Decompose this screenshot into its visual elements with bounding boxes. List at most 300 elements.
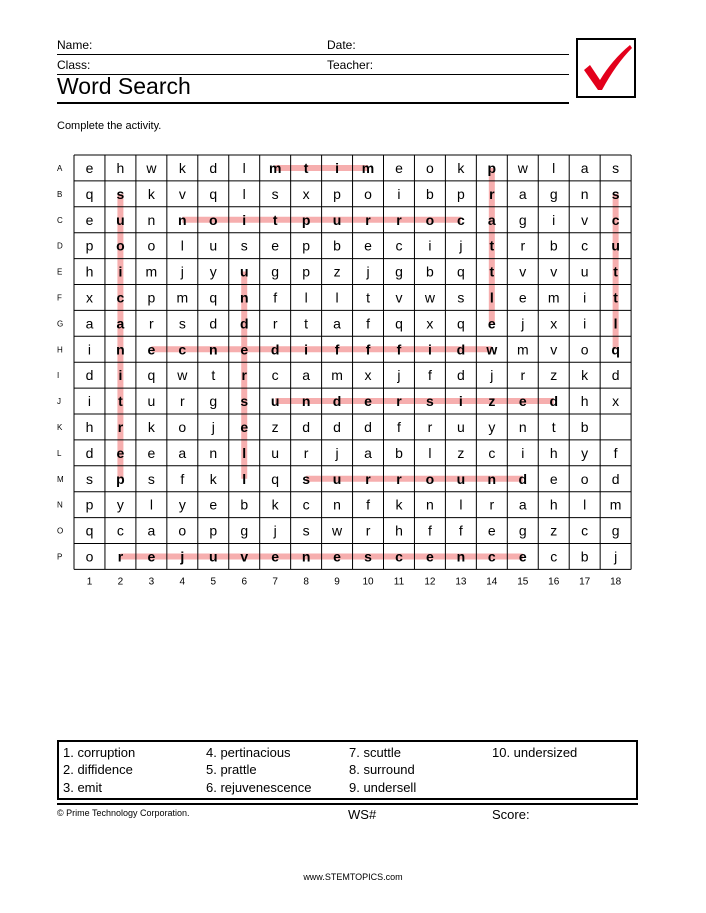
grid-cell-letter: q — [456, 263, 465, 280]
grid-cell-letter: l — [149, 496, 153, 513]
grid-cell-letter: h — [549, 444, 558, 461]
grid-cell-letter: f — [366, 315, 370, 332]
grid-cell-letter: d — [209, 315, 218, 332]
word-list-item: 10. undersized — [492, 745, 578, 760]
grid-cell-letter: a — [487, 211, 496, 228]
grid-cell-letter: q — [395, 315, 403, 332]
grid-cell-letter: c — [581, 237, 589, 254]
grid-cell-letter: e — [209, 496, 218, 513]
grid-cell-letter: q — [85, 522, 94, 539]
grid-cell-letter: e — [240, 418, 249, 435]
word-list-item: 4. pertinacious — [206, 745, 291, 760]
column-label: 14 — [486, 576, 498, 588]
grid-cell-letter: m — [516, 341, 529, 358]
grid-cell-letter: r — [396, 470, 402, 487]
grid-cell-letter: j — [397, 367, 401, 384]
grid-cell-letter: t — [304, 315, 309, 332]
grid-cell-letter: v — [519, 263, 527, 280]
grid-cell-letter: n — [456, 548, 466, 565]
column-label: 17 — [579, 576, 591, 588]
grid-cell-letter: l — [180, 237, 184, 254]
grid-cell-letter: h — [395, 522, 403, 539]
grid-cell-letter: m — [176, 289, 189, 306]
grid-cell-letter: q — [456, 315, 465, 332]
grid-cell-letter: w — [177, 367, 188, 384]
grid-cell-letter: o — [85, 548, 94, 565]
grid-cell-letter: x — [550, 315, 558, 332]
grid-cell-letter: e — [487, 522, 496, 539]
grid-cell-letter: u — [209, 237, 218, 254]
grid-cell-letter: e — [85, 159, 94, 176]
grid-cell-letter: f — [334, 341, 340, 358]
grid-cell-letter: k — [395, 496, 403, 513]
grid-cell-letter: s — [612, 159, 620, 176]
column-label: 10 — [362, 576, 374, 588]
grid-cell-letter: t — [551, 418, 556, 435]
grid-cell-letter: a — [302, 367, 311, 384]
footer-line — [57, 803, 638, 805]
grid-cell-letter: i — [458, 393, 463, 410]
grid-cell-letter: f — [397, 418, 401, 435]
column-label: 4 — [179, 576, 186, 588]
column-label: 1 — [86, 576, 93, 588]
grid-cell-letter: i — [583, 315, 587, 332]
grid-cell-letter: b — [426, 263, 434, 280]
grid-cell-letter: c — [395, 237, 403, 254]
grid-cell-letter: t — [489, 237, 495, 254]
grid-cell-letter: d — [85, 367, 94, 384]
word-list-item: 8. surround — [349, 762, 415, 777]
grid-cell-letter: j — [490, 367, 494, 384]
grid-cell-letter: y — [209, 263, 217, 280]
grid-cell-letter: g — [240, 522, 249, 539]
grid-cell-letter: t — [303, 159, 309, 176]
grid-cell-letter: o — [178, 522, 187, 539]
grid-cell-letter: m — [331, 367, 343, 384]
grid-cell-letter: r — [117, 418, 124, 435]
column-label: 2 — [117, 576, 124, 588]
column-label: 6 — [241, 576, 248, 588]
grid-cell-letter: d — [456, 341, 466, 358]
row-label: E — [57, 267, 63, 277]
grid-cell-letter: p — [85, 237, 94, 254]
class-label: Class: — [57, 58, 91, 72]
grid-cell-letter: r — [365, 470, 371, 487]
grid-cell-letter: i — [397, 185, 401, 202]
grid-cell-letter: s — [457, 289, 465, 306]
grid-cell-letter: a — [178, 444, 187, 461]
grid-cell-letter: a — [147, 522, 156, 539]
grid-cell-letter: j — [273, 522, 277, 539]
grid-cell-letter: l — [304, 289, 308, 306]
grid-cell-letter: b — [580, 418, 589, 435]
grid-cell-letter: m — [145, 263, 158, 280]
row-label: H — [57, 345, 63, 355]
column-label: 9 — [334, 576, 340, 588]
grid-cell-letter: e — [147, 341, 156, 358]
grid-cell-letter: u — [147, 393, 156, 410]
row-label: O — [57, 526, 64, 536]
word-list-item: 7. scuttle — [349, 745, 402, 760]
grid-cell-letter: n — [116, 341, 125, 358]
row-label: A — [57, 163, 63, 173]
grid-cell-letter: i — [118, 263, 123, 280]
grid-cell-letter: e — [364, 237, 372, 254]
grid-cell-letter: f — [366, 496, 370, 513]
grid-cell-letter: u — [456, 418, 465, 435]
grid-cell-letter: q — [611, 341, 620, 358]
grid-cell-letter: u — [270, 393, 280, 410]
grid-cell-letter: p — [302, 263, 311, 280]
grid-cell-letter: i — [118, 367, 123, 384]
word-list-item: 5. prattle — [206, 762, 257, 777]
grid-cell-letter: p — [116, 470, 125, 487]
grid-cell-letter: e — [518, 548, 527, 565]
grid-cell-letter: u — [116, 211, 125, 228]
grid-cell-letter: k — [457, 159, 465, 176]
grid-cell-letter: f — [458, 522, 463, 539]
grid-cell-letter: k — [147, 418, 155, 435]
grid-cell-letter: s — [611, 185, 620, 202]
word-list-item: 6. rejuvenescence — [206, 780, 312, 795]
row-label: K — [57, 422, 63, 432]
grid-cell-letter: h — [85, 263, 94, 280]
row-label: L — [57, 448, 62, 458]
grid-cell-letter: e — [395, 159, 403, 176]
word-list-item: 9. undersell — [349, 780, 417, 795]
grid-cell-letter: q — [209, 289, 218, 306]
grid-cell-letter: e — [147, 444, 156, 461]
grid-cell-letter: c — [550, 548, 558, 565]
row-label: M — [57, 474, 64, 484]
grid-cell-letter: a — [518, 496, 527, 513]
grid-cell-letter: d — [611, 367, 620, 384]
grid-cell-letter: u — [271, 444, 280, 461]
column-label: 18 — [610, 576, 622, 588]
grid-cell-letter: v — [178, 185, 186, 202]
grid-cell-letter: o — [208, 211, 218, 228]
grid-cell-letter: m — [609, 496, 622, 513]
grid-cell-letter: d — [209, 159, 218, 176]
grid-cell-letter: r — [365, 522, 371, 539]
grid-cell-letter: e — [147, 548, 156, 565]
grid-cell-letter: r — [396, 211, 402, 228]
row-label: J — [57, 397, 61, 407]
grid-cell-letter: d — [364, 418, 372, 435]
grid-cell-letter: j — [180, 548, 185, 565]
grid-cell-letter: o — [116, 237, 125, 254]
grid-cell-letter: l — [242, 470, 247, 487]
grid-cell-letter: r — [149, 315, 154, 332]
grid-cell-letter: f — [396, 341, 402, 358]
word-list — [57, 740, 638, 800]
grid-cell-letter: f — [365, 341, 371, 358]
column-label: 5 — [210, 576, 217, 588]
grid-cell-letter: t — [613, 289, 618, 306]
grid-cell-letter: g — [549, 185, 558, 202]
grid-cell-letter: l — [242, 159, 246, 176]
grid-cell-letter: x — [426, 315, 434, 332]
grid-cell-letter: c — [581, 522, 589, 539]
grid-cell-letter: l — [242, 444, 247, 461]
row-label: C — [57, 215, 63, 225]
grid-cell-letter: g — [209, 393, 218, 410]
grid-cell-letter: b — [395, 444, 403, 461]
grid-cell-letter: b — [333, 237, 341, 254]
grid-cell-letter: u — [239, 263, 249, 280]
grid-cell-letter: x — [85, 289, 93, 306]
grid-cell-letter: u — [580, 263, 589, 280]
grid-cell-letter: r — [520, 237, 526, 254]
row-label: D — [57, 241, 63, 251]
grid-cell-letter: g — [518, 522, 527, 539]
grid-cell-letter: b — [549, 237, 558, 254]
word-list-item: 3. emit — [63, 780, 103, 795]
grid-cell-letter: d — [611, 470, 620, 487]
grid-cell-letter: n — [239, 289, 249, 306]
grid-cell-letter: e — [518, 289, 527, 306]
grid-cell-letter: d — [270, 341, 280, 358]
grid-cell-letter: n — [333, 496, 341, 513]
grid-cell-letter: r — [241, 367, 247, 384]
grid-cell-letter: j — [459, 237, 463, 254]
grid-cell-letter: i — [87, 393, 92, 410]
instructions: Complete the activity. — [57, 120, 162, 132]
grid-cell-letter: p — [85, 496, 94, 513]
grid-cell-letter: w — [146, 159, 157, 176]
grid-cell-letter: f — [613, 444, 618, 461]
grid-cell-letter: k — [271, 496, 279, 513]
column-label: 15 — [517, 576, 529, 588]
grid-cell-letter: f — [427, 367, 432, 384]
grid-cell-letter: f — [427, 522, 432, 539]
grid-cell-letter: d — [518, 470, 528, 487]
grid-cell-letter: i — [242, 211, 247, 228]
grid-cell-letter: p — [456, 185, 465, 202]
grid-cell-letter: o — [580, 341, 589, 358]
grid-cell-letter: y — [581, 444, 589, 461]
grid-cell-letter: v — [240, 548, 249, 565]
grid-cell-letter: x — [302, 185, 310, 202]
grid-cell-letter: n — [301, 548, 311, 565]
grid-cell-letter: d — [332, 393, 342, 410]
row-label: N — [57, 500, 63, 510]
grid-cell-letter: r — [489, 185, 495, 202]
grid-cell-letter: j — [335, 444, 339, 461]
row-label: G — [57, 319, 64, 329]
grid-cell-letter: r — [520, 367, 526, 384]
grid-cell-letter: d — [302, 418, 311, 435]
grid-cell-letter: o — [580, 470, 589, 487]
grid-cell-letter: v — [550, 341, 558, 358]
grid-cell-letter: v — [581, 211, 589, 228]
grid-cell-letter: p — [301, 211, 311, 228]
grid-cell-letter: j — [614, 548, 618, 565]
grid-cell-letter: q — [85, 185, 94, 202]
grid-cell-letter: e — [240, 341, 249, 358]
grid-cell-letter: o — [425, 470, 435, 487]
grid-cell-letter: g — [395, 263, 403, 280]
grid-cell-letter: s — [240, 393, 249, 410]
grid-cell-letter: q — [147, 367, 156, 384]
grid-cell-letter: z — [550, 522, 558, 539]
grid-cell-letter: m — [547, 289, 560, 306]
grid-cell-letter: s — [302, 522, 310, 539]
page-title: Word Search — [57, 73, 191, 99]
grid-cell-letter: y — [488, 418, 496, 435]
grid-cell-letter: j — [366, 263, 370, 280]
grid-cell-letter: a — [85, 315, 94, 332]
grid-cell-letter: u — [611, 237, 620, 254]
grid-cell-letter: g — [611, 522, 620, 539]
grid-cell-letter: c — [488, 444, 496, 461]
grid-cell-letter: o — [364, 185, 372, 202]
date-label: Date: — [327, 38, 356, 52]
grid-cell-letter: t — [613, 263, 618, 280]
grid-cell-letter: f — [180, 470, 185, 487]
grid-cell-letter: u — [456, 470, 466, 487]
grid-cell-letter: t — [118, 393, 123, 410]
grid-cell-letter: n — [209, 444, 218, 461]
grid-cell-letter: j — [180, 263, 184, 280]
grid-cell-letter: r — [179, 393, 185, 410]
grid-cell-letter: l — [583, 496, 587, 513]
grid-cell-letter: h — [116, 159, 125, 176]
column-label: 16 — [548, 576, 560, 588]
grid-cell-letter: e — [426, 548, 434, 565]
word-list-item: 2. diffidence — [63, 762, 133, 777]
teacher-label: Teacher: — [327, 58, 374, 72]
grid-cell-letter: i — [427, 341, 432, 358]
grid-cell-letter: p — [487, 159, 497, 176]
grid-cell-letter: m — [268, 159, 282, 176]
grid-cell-letter: n — [147, 211, 156, 228]
grid-cell-letter: t — [366, 289, 370, 306]
grid-cell-letter: r — [396, 393, 402, 410]
grid-cell-letter: b — [240, 496, 249, 513]
grid-cell-letter: n — [580, 185, 589, 202]
grid-cell-letter: v — [550, 263, 558, 280]
copyright: © Prime Technology Corporation. — [57, 808, 190, 818]
grid-cell-letter: s — [240, 237, 248, 254]
column-label: 7 — [272, 576, 278, 588]
grid-cell-letter: l — [552, 159, 556, 176]
grid-cell-letter: z — [333, 263, 341, 280]
grid-cell-letter: q — [271, 470, 280, 487]
grid-cell-letter: p — [209, 522, 218, 539]
grid-cell-letter: l — [242, 185, 246, 202]
grid-cell-letter: p — [302, 237, 311, 254]
grid-cell-letter: u — [332, 470, 342, 487]
grid-cell-letter: p — [333, 185, 341, 202]
grid-cell-letter: z — [550, 367, 558, 384]
grid-cell-letter: a — [518, 185, 527, 202]
grid-cell-letter: a — [364, 444, 372, 461]
grid-cell-letter: m — [361, 159, 375, 176]
grid-cell-letter: s — [85, 470, 93, 487]
grid-cell-letter: r — [365, 211, 371, 228]
grid-cell-letter: o — [147, 237, 156, 254]
grid-cell-letter: s — [426, 393, 434, 410]
grid-cell-letter: s — [178, 315, 186, 332]
grid-cell-letter: x — [612, 393, 620, 410]
grid-cell-letter: h — [85, 418, 94, 435]
grid-cell-letter: a — [580, 159, 589, 176]
grid-cell-letter: c — [456, 211, 465, 228]
grid-cell-letter: e — [364, 393, 372, 410]
grid-cell-letter: o — [425, 211, 435, 228]
column-label: 13 — [455, 576, 467, 588]
grid-cell-letter: e — [85, 211, 94, 228]
grid-cell-letter: r — [117, 548, 124, 565]
grid-cell-letter: l — [428, 444, 432, 461]
grid-cell-letter: c — [116, 522, 124, 539]
grid-cell-letter: s — [116, 185, 125, 202]
grid-cell-letter: k — [581, 367, 589, 384]
grid-cell-letter: n — [426, 496, 434, 513]
grid-cell-letter: j — [211, 418, 215, 435]
grid-cell-letter: z — [488, 393, 496, 410]
grid-cell-letter: l — [489, 289, 494, 306]
grid-cell-letter: e — [116, 444, 125, 461]
grid-cell-letter: b — [426, 185, 434, 202]
grid-cell-letter: n — [518, 418, 527, 435]
website-url: www.STEMTOPICS.com — [303, 872, 403, 882]
grid-cell-letter: f — [273, 289, 278, 306]
grid-cell-letter: a — [333, 315, 341, 332]
grid-cell-letter: d — [333, 418, 341, 435]
grid-cell-letter: e — [549, 470, 558, 487]
grid-cell-letter: a — [116, 315, 125, 332]
grid-cell-letter: o — [426, 159, 434, 176]
grid-cell-letter: l — [459, 496, 463, 513]
grid-cell-letter: p — [147, 289, 156, 306]
grid-cell-letter: l — [613, 315, 618, 332]
grid-cell-letter: c — [116, 289, 125, 306]
grid-cell-letter: e — [271, 237, 280, 254]
grid-cell-letter: c — [487, 548, 496, 565]
row-label: F — [57, 293, 62, 303]
grid-cell-letter: z — [457, 444, 465, 461]
grid-cell-letter: r — [272, 315, 278, 332]
grid-cell-letter: v — [395, 289, 403, 306]
grid-cell-letter: d — [239, 315, 249, 332]
grid-cell-letter: e — [333, 548, 341, 565]
grid-cell-letter: e — [518, 393, 527, 410]
grid-cell-letter: t — [489, 263, 495, 280]
grid-cell-letter: w — [332, 522, 343, 539]
grid-cell-letter: w — [486, 341, 498, 358]
grid-cell-letter: w — [517, 159, 528, 176]
grid-cell-letter: w — [424, 289, 435, 306]
worksheet-number-label: WS# — [348, 807, 377, 822]
grid-cell-letter: n — [487, 470, 497, 487]
grid-cell-letter: t — [272, 211, 278, 228]
row-label: P — [57, 552, 63, 562]
grid-cell-letter: t — [211, 367, 216, 384]
grid-cell-letter: r — [427, 418, 433, 435]
row-label: B — [57, 189, 63, 199]
grid-cell-letter: g — [271, 263, 280, 280]
word-list-item: 1. corruption — [63, 745, 136, 760]
grid-cell-letter: i — [583, 289, 587, 306]
grid-cell-letter: s — [302, 470, 311, 487]
grid-cell-letter: k — [209, 470, 217, 487]
grid-cell-letter: q — [209, 185, 218, 202]
column-label: 3 — [148, 576, 155, 588]
grid-cell-letter: y — [116, 496, 124, 513]
grid-cell-letter: i — [87, 341, 92, 358]
